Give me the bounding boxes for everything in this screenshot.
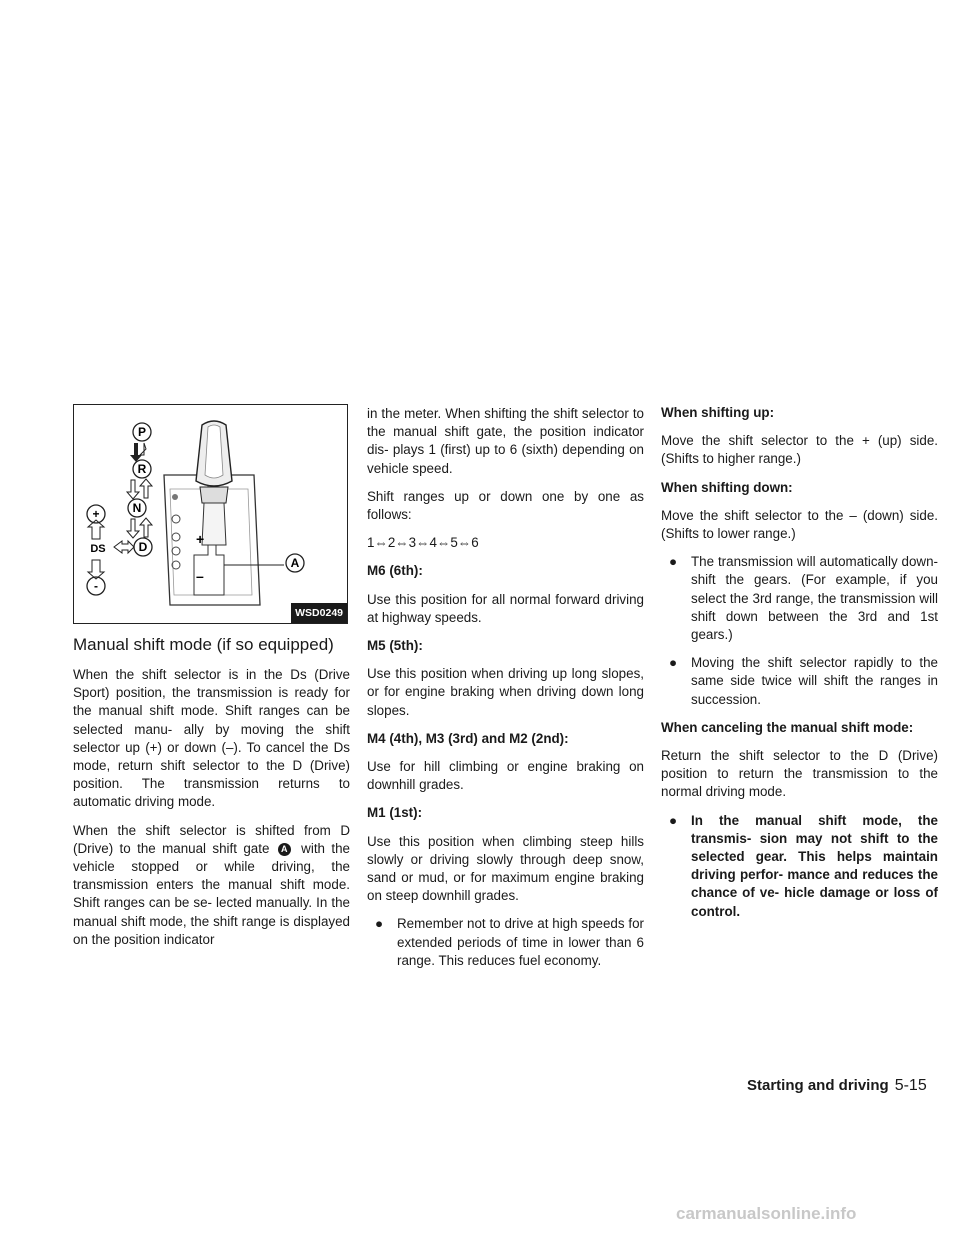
bullet-text: Moving the shift selector rapidly to the same side twice will shift the ranges in succession.	[691, 655, 938, 707]
paragraph-text: with the vehicle stopped or while driving, the transmission enters the manual shift mode. Shift ranges can be se- lected manually. In the manual shift mode, the shift range is displayed on the position indicator	[73, 840, 350, 947]
callout-a-marker: A	[278, 843, 291, 856]
paragraph: Move the shift selector to the – (down) side. (Shifts to lower range.)	[661, 507, 938, 542]
column-3	[661, 404, 938, 931]
bullet-item	[661, 654, 938, 709]
paragraph: Use for hill climbing or engine braking on downhill grades.	[367, 759, 644, 793]
paragraph-text: When the shift selector is shifted from D (Drive) to the manual shift gate	[73, 822, 350, 856]
paragraph: When the shift selector is in the Ds (Drive Sport) position, the transmission is ready for the manual shift mode. Shift ranges can be selected manu- ally by moving the shift selector up (+) or down (–). To cancel the Ds mode, return shift selector to the D (Drive) position. The transmission returns to automatic driving mode.	[73, 667, 350, 810]
paragraph: in the meter. When shifting the shift selector to the manual shift gate, the position indicator dis- plays 1 (first) up to 6 (sixth) depending on vehicle speed.	[367, 406, 644, 476]
subheading: M4 (4th), M3 (3rd) and M2 (2nd):	[367, 730, 569, 746]
svg-text:+: +	[196, 531, 205, 547]
subheading: When shifting up:	[661, 405, 775, 420]
gate-r-label: R	[137, 462, 147, 476]
paragraph: Return the shift selector to the D (Drive) position to return the transmission to the normal driving mode.	[661, 748, 938, 800]
subheading: M1 (1st):	[367, 805, 423, 821]
page-number: 5-15	[894, 1077, 927, 1094]
paragraph: Use this position when driving up long slopes, or for engine braking when driving down long slopes.	[367, 666, 644, 718]
bullet-icon: ●	[375, 916, 384, 932]
gear-sequence: 1⇔2⇔3⇔4⇔5⇔6	[367, 535, 479, 551]
bullet-icon: ●	[669, 812, 678, 828]
figure-code: WSD0249	[291, 603, 347, 623]
watermark: carmanualsonline.info	[676, 1204, 857, 1223]
gate-ds-label: DS	[90, 543, 106, 555]
bullet-item	[661, 553, 938, 644]
column-1	[73, 404, 350, 959]
gate-p-label: P	[137, 425, 147, 439]
gate-d-label: D	[138, 540, 148, 554]
callout-a-label: A	[290, 556, 300, 570]
subheading: M5 (5th):	[367, 638, 423, 654]
gate-n-label: N	[132, 501, 142, 515]
subheading: When shifting down:	[661, 479, 793, 495]
bullet-text: In the manual shift mode, the transmis- sion may not shift to the selected gear. This helps maintain driving perfor- mance and reduces the chance of ve- hicle damage or loss of control.	[691, 812, 938, 919]
section-title: Manual shift mode (if so equipped)	[73, 635, 334, 654]
bullet-icon: ●	[669, 655, 678, 671]
page-footer	[747, 1077, 927, 1095]
bullet-icon: ●	[669, 554, 678, 570]
gate-plus-label: +	[92, 507, 100, 521]
paragraph: Use this position when climbing steep hills slowly or driving slowly through deep snow, sand or mud, or for maximum engine braking on steep downhill grades.	[367, 833, 644, 904]
paragraph	[73, 822, 350, 949]
shift-gate-diagram	[74, 405, 349, 625]
subheading: When canceling the manual shift mode:	[661, 719, 914, 735]
bullet-text: Remember not to drive at high speeds for extended periods of time in lower than 6 range. This reduces fuel economy.	[397, 916, 644, 968]
gate-minus-label: -	[94, 579, 98, 593]
bullet-text: The transmission will automatically down- shift the gears. (For example, if you select the 3rd range, the transmission will shift down between the 3rd and 1st gears.)	[691, 554, 938, 643]
paragraph: Shift ranges up or down one by one as follows:	[367, 488, 644, 523]
shift-gate-figure	[73, 404, 348, 624]
footer-section: Starting and driving	[747, 1077, 889, 1094]
svg-text:–: –	[196, 568, 204, 584]
column-2	[367, 405, 644, 980]
paragraph: Move the shift selector to the + (up) side. (Shifts to higher range.)	[661, 433, 938, 467]
subheading: M6 (6th):	[367, 563, 423, 579]
bullet-item	[367, 915, 644, 970]
bullet-item-warning	[661, 812, 938, 921]
paragraph: Use this position for all normal forward driving at highway speeds.	[367, 591, 644, 625]
